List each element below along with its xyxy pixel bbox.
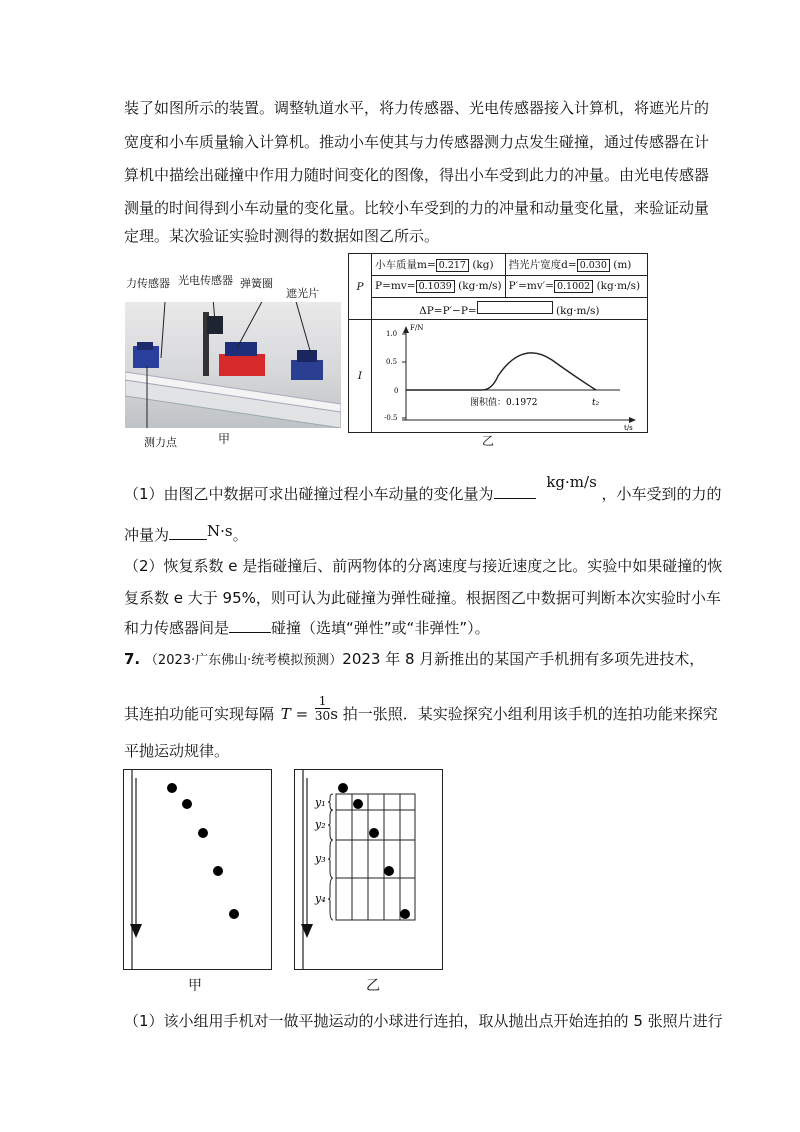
- width-unit: (m): [613, 259, 632, 271]
- q2-line3-prefix: 和力传感器间是: [124, 619, 230, 637]
- photo-frame-yi: [294, 769, 443, 970]
- q1-unit-ns: N·s: [207, 522, 233, 540]
- figure-caption-yi: 乙: [482, 434, 495, 448]
- paragraph-line: 算机中描绘出碰撞中作用力随时间变化的图像，得出小车受到此力的冲量。由光电传感器: [124, 166, 710, 184]
- q1-unit: kg·m/s: [546, 473, 597, 491]
- paragraph-line: 定理。某次验证实验时测得的数据如图乙所示。: [124, 227, 440, 245]
- q1-text-suffix: ，小车受到的力的: [601, 485, 722, 503]
- answer-blank[interactable]: [229, 618, 271, 633]
- formula-numerator: 1: [315, 694, 330, 709]
- tick-bottom: -0.5: [384, 414, 398, 422]
- q7-1-line: （1）该小组用手机对一做平抛运动的小球进行连拍，取从抛出点开始连拍的 5 张照片进行: [124, 1012, 723, 1030]
- q1-line2-end: 。: [232, 526, 248, 544]
- label-force-sensor: 力传感器: [126, 277, 170, 290]
- label-spring: 弹簧圈: [240, 277, 273, 290]
- dp-prefix: ΔP=P′−P=: [419, 304, 477, 317]
- q7-text: 2023 年 8 月新推出的某国产手机拥有多项先进技术，: [342, 650, 705, 668]
- q2-line: 复系数 e 大于 95%，则可认为此碰撞为弹性碰撞。根据图乙中数据可判断本次实验时小车: [124, 589, 721, 607]
- q7-source: （2023·广东佛山·统考模拟预测）: [144, 653, 343, 668]
- dp-value-box: [477, 301, 553, 314]
- q7-number: 7.: [124, 650, 141, 668]
- graph-xlabel: t/s: [624, 424, 633, 432]
- answer-blank[interactable]: [169, 525, 207, 540]
- formula-t: T =: [280, 705, 309, 723]
- formula-fraction: [315, 694, 330, 723]
- q1-line2: 冲量为: [124, 526, 170, 544]
- p2-prefix: P′=mv′=: [508, 280, 554, 292]
- graph-ylabel: F/N: [410, 324, 424, 332]
- formula-unit: s: [330, 705, 338, 723]
- photo-frame-jia: [123, 769, 272, 970]
- data-table: [348, 253, 648, 433]
- apparatus-photo: [125, 302, 341, 428]
- width-value: 0.030: [577, 259, 610, 272]
- p2-value: 0.1002: [554, 280, 593, 293]
- q1-text: （1）由图乙中数据可求出碰撞过程小车动量的变化量为: [124, 485, 494, 503]
- tick-mid: 0.5: [386, 358, 398, 366]
- force-time-graph: [372, 320, 648, 433]
- label-photo-sensor: 光电传感器: [178, 274, 233, 287]
- t2-label: t₂: [592, 398, 600, 408]
- width-prefix: 挡光片宽度d=: [508, 259, 577, 271]
- mass-prefix: 小车质量m=: [375, 259, 436, 271]
- q7-line3: 平抛运动规律。: [124, 742, 230, 760]
- q7-line2-prefix: 其连拍功能可实现每隔: [124, 705, 275, 723]
- q7-line2-suffix: 拍一张照．某实验探究小组利用该手机的连拍功能来探究: [342, 705, 718, 723]
- p2-unit: (kg·m/s): [596, 280, 641, 292]
- label-measure-point: 测力点: [144, 436, 177, 449]
- dp-unit: (kg·m/s): [556, 304, 600, 317]
- paragraph-line: 装了如图所示的装置。调整轨道水平，将力传感器、光电传感器接入计算机，将遮光片的: [124, 99, 710, 117]
- p-value: 0.1039: [416, 280, 455, 293]
- mass-value: 0.217: [436, 259, 469, 272]
- q2-line: （2）恢复系数 e 是指碰撞后、前两物体的分离速度与接近速度之比。实验中如果碰撞的恢: [124, 557, 723, 575]
- y2-label: y₂: [315, 818, 326, 831]
- area-value: 图积值：0.1972: [470, 398, 538, 408]
- y3-label: y₃: [315, 852, 326, 865]
- y1-label: y₁: [315, 796, 326, 809]
- figure2-caption-jia: 甲: [188, 978, 202, 994]
- paragraph-line: 宽度和小车质量输入计算机。推动小车使其与力传感器测力点发生碰撞，通过传感器在计: [124, 133, 710, 151]
- p-unit: (kg·m/s): [458, 280, 502, 292]
- answer-blank[interactable]: [494, 484, 536, 499]
- row-label-p: P: [349, 254, 372, 320]
- row-label-i: I: [349, 320, 372, 433]
- mass-unit: (kg): [472, 259, 494, 271]
- figure2-caption-yi: 乙: [366, 978, 380, 994]
- formula-denominator: 30: [314, 709, 331, 723]
- figure-caption-jia: 甲: [218, 432, 231, 446]
- tick-top: 1.0: [386, 330, 398, 338]
- label-shade: 遮光片: [286, 287, 319, 300]
- tick-zero: 0: [394, 387, 399, 395]
- q2-line3-suffix: 碰撞（选填“弹性”或“非弹性”）。: [271, 619, 490, 637]
- y4-label: y₄: [315, 892, 326, 905]
- paragraph-line: 测量的时间得到小车动量的变化量。比较小车受到的力的冲量和动量变化量，来验证动量: [124, 199, 710, 217]
- p-prefix: P=mv=: [375, 280, 416, 292]
